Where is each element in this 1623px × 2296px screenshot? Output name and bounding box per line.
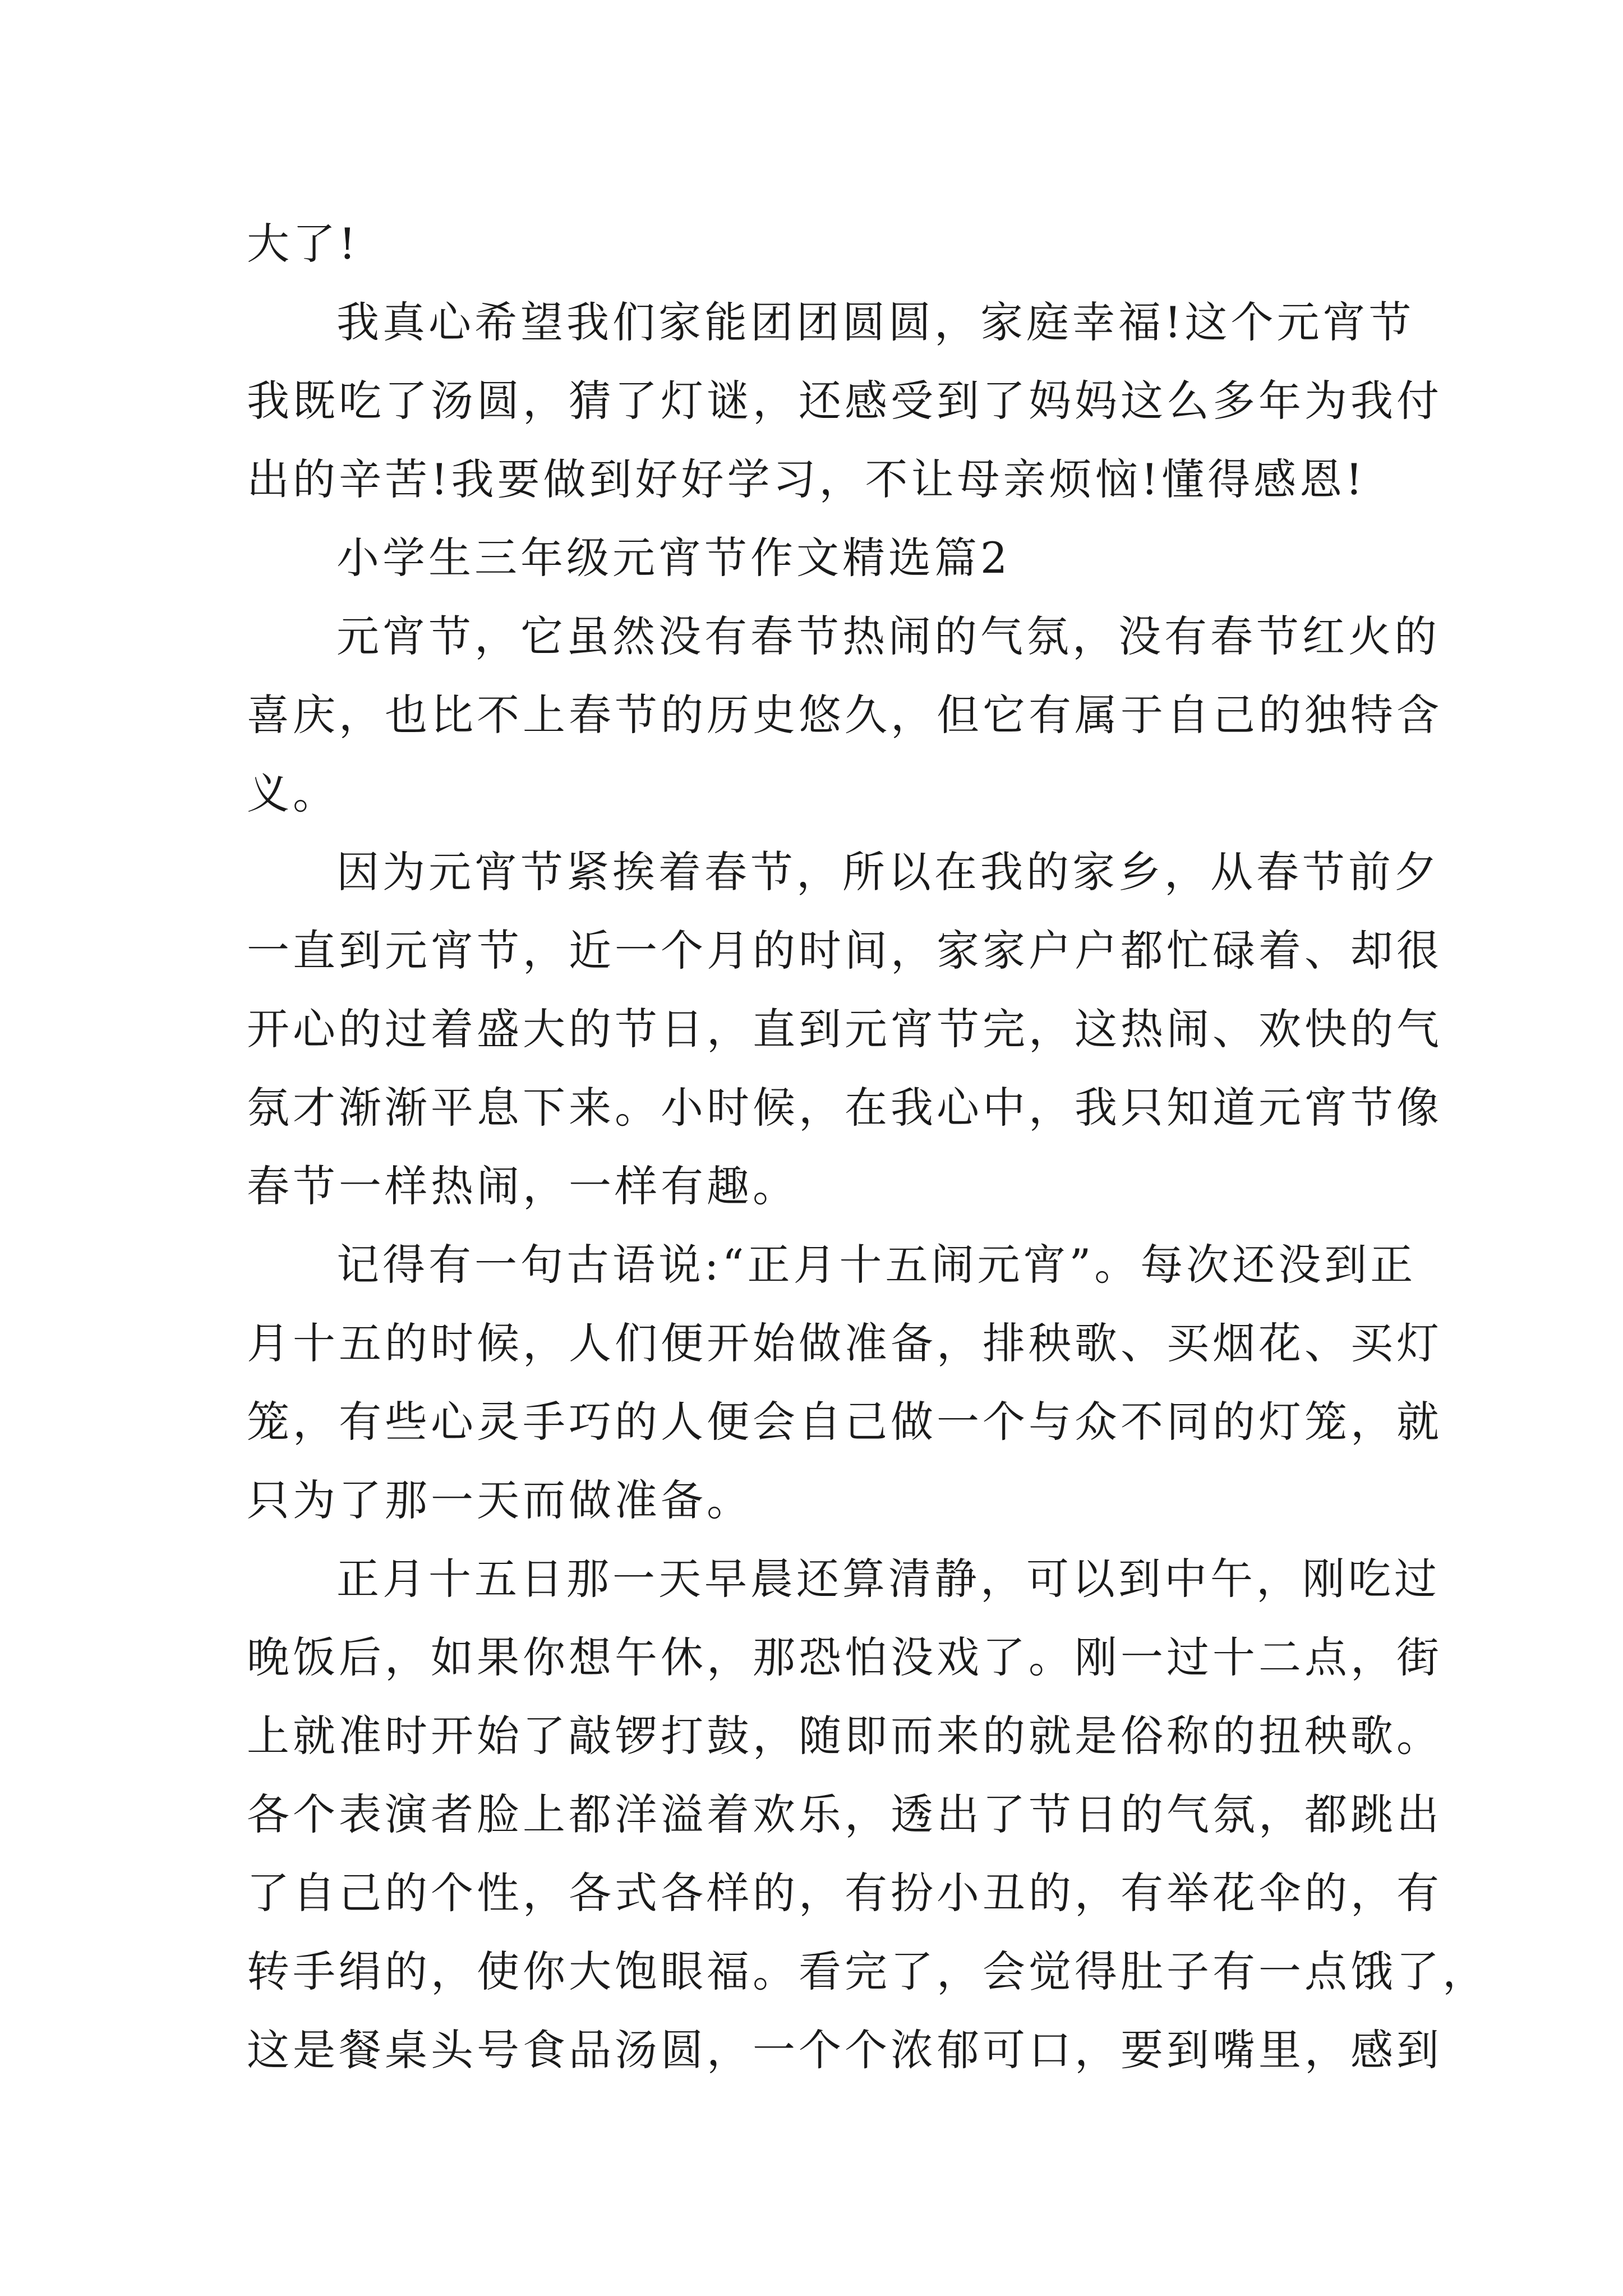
text-line: 上就准时开始了敲锣打鼓，随即而来的就是俗称的扭秧歌。: [247, 1711, 1442, 1761]
text-line: 晚饭后，如果你想午休，那恐怕没戏了。刚一过十二点，街: [247, 1632, 1442, 1682]
paragraph-first-line: 我真心希望我们家能团团圆圆，家庭幸福!这个元宵节: [336, 297, 1415, 347]
paragraph-first-line: 因为元宵节紧挨着春节，所以在我的家乡，从春节前夕: [336, 847, 1440, 897]
text-line: 各个表演者脸上都洋溢着欢乐，透出了节日的气氛，都跳出: [247, 1789, 1442, 1839]
text-line: 我既吃了汤圆，猜了灯谜，还感受到了妈妈这么多年为我付: [247, 376, 1442, 426]
paragraph-first-line: 正月十五日那一天早晨还算清静，可以到中午，刚吃过: [336, 1554, 1440, 1604]
section-heading: 小学生三年级元宵节作文精选篇2: [336, 533, 1011, 583]
text-line: 笼，有些心灵手巧的人便会自己做一个与众不同的灯笼，就: [247, 1397, 1442, 1447]
text-line: 只为了那一天而做准备。: [247, 1475, 753, 1525]
text-line: 氛才渐渐平息下来。小时候，在我心中，我只知道元宵节像: [247, 1083, 1442, 1133]
text-line: 开心的过着盛大的节日，直到元宵节完，这热闹、欢快的气: [247, 1004, 1442, 1054]
text-line: 出的辛苦!我要做到好好学习，不让母亲烦恼!懂得感恩!: [247, 454, 1366, 504]
text-line: 一直到元宵节，近一个月的时间，家家户户都忙碌着、却很: [247, 926, 1442, 976]
text-line: 转手绢的，使你大饱眼福。看完了，会觉得肚子有一点饿了，: [247, 1947, 1488, 1996]
text-line: 这是餐桌头号食品汤圆，一个个浓郁可口，要到嘴里，感到: [247, 2025, 1442, 2075]
text-line: 喜庆，也比不上春节的历史悠久，但它有属于自己的独特含: [247, 690, 1442, 740]
paragraph-first-line: 记得有一句古语说:“正月十五闹元宵”。每次还没到正: [336, 1240, 1417, 1290]
text-line: 义。: [247, 769, 339, 818]
text-line: 春节一样热闹，一样有趣。: [247, 1161, 799, 1211]
text-line: 了自己的个性，各式各样的，有扮小丑的，有举花伞的，有: [247, 1868, 1442, 1918]
paragraph-first-line: 元宵节，它虽然没有春节热闹的气氛，没有春节红火的: [336, 611, 1440, 661]
text-line: 月十五的时候，人们便开始做准备，排秧歌、买烟花、买灯: [247, 1318, 1442, 1368]
text-line: 大了!: [247, 219, 359, 269]
